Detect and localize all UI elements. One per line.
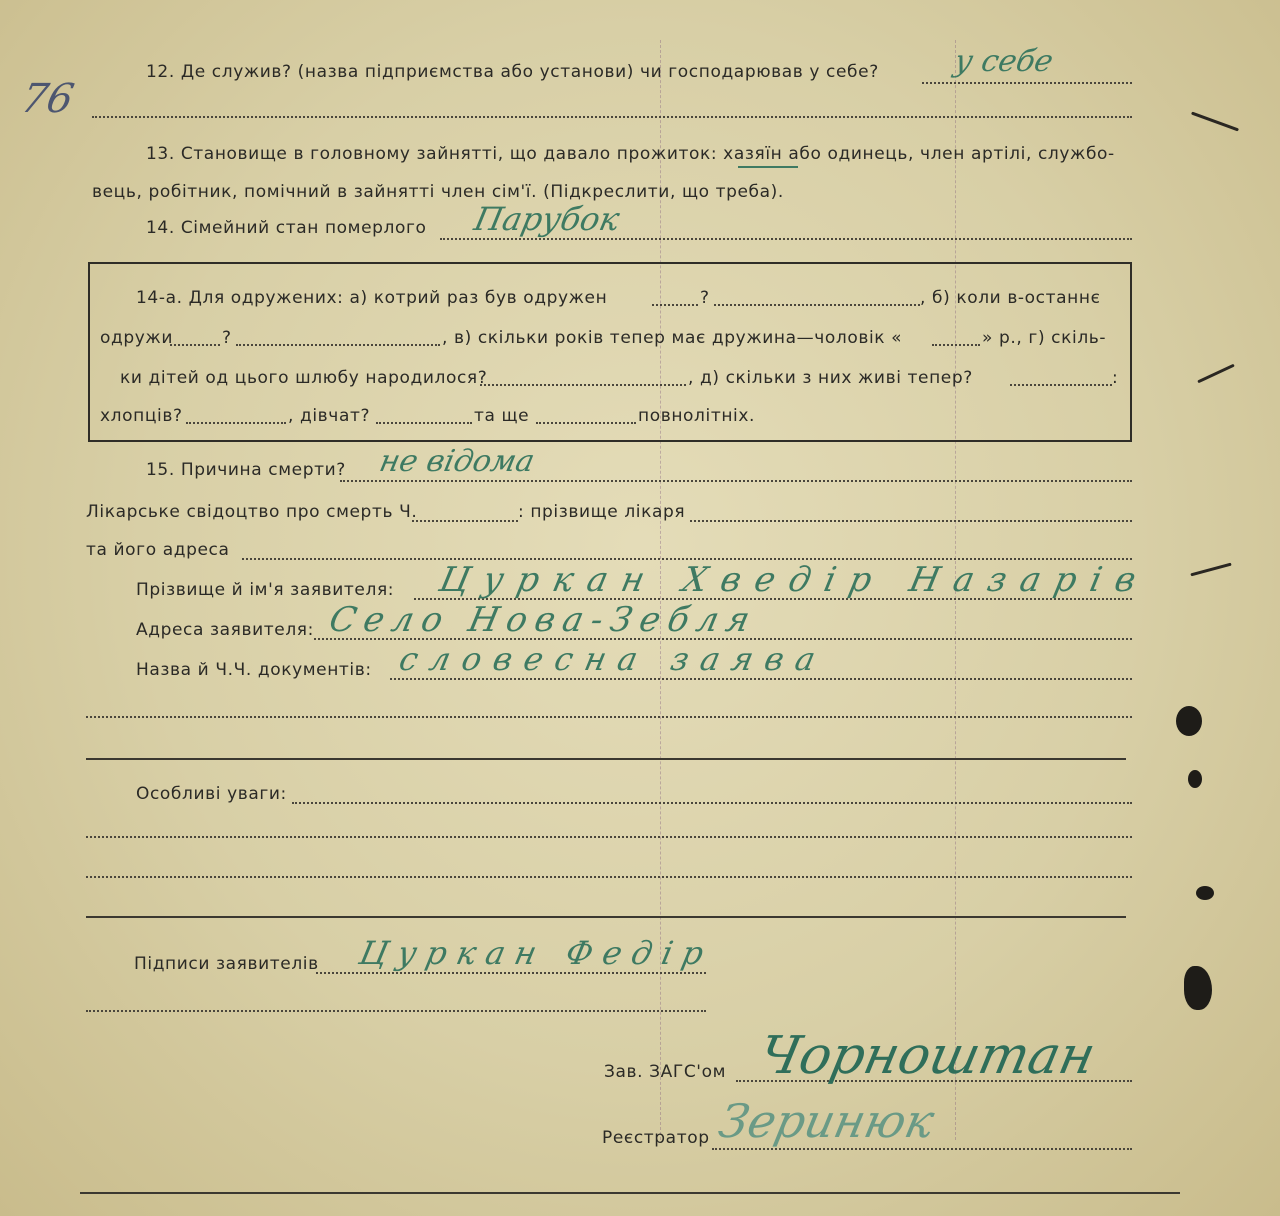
notes-line [86, 836, 1132, 838]
applicant-name-value: Цуркан Хведір Назарів [435, 560, 1154, 600]
medical-label-3: та його адреса [86, 540, 230, 560]
item12-continuation-line [92, 116, 1132, 118]
item14a-line1a: 14-а. Для одружених: а) котрий раз був одружен [136, 288, 608, 308]
item14a-field [536, 422, 636, 424]
applicant-address-label: Адреса заявителя: [136, 620, 314, 640]
item14a-line3b: , д) скільки з них живі тепер? [688, 368, 973, 388]
applicant-signature-label: Підписи заявителів [134, 954, 319, 974]
item14a-field [376, 422, 472, 424]
item12-answer: у себе [951, 44, 1057, 79]
item14a-line3c: : [1112, 368, 1119, 388]
item14-label: 14. Сімейний стан померлого [146, 218, 427, 238]
punch-hole [1184, 966, 1212, 1010]
item12-answer-line [922, 82, 1132, 84]
item14a-line4c: та ще [474, 406, 530, 426]
punch-hole [1188, 770, 1202, 788]
head-signature: Чорноштан [753, 1026, 1101, 1086]
item14a-field [170, 344, 220, 346]
punch-hole [1196, 886, 1214, 900]
item14a-field [652, 304, 698, 306]
edge-damage [1191, 112, 1239, 132]
edge-damage [1190, 563, 1231, 577]
documents-continuation-line [86, 716, 1132, 718]
married-info-box [88, 262, 1132, 442]
notes-line [292, 802, 1132, 804]
item14a-field [480, 384, 686, 386]
applicant-address-value: Село Нова-Зебля [325, 600, 762, 640]
item14a-field [932, 344, 980, 346]
item14-answer-line [440, 238, 1132, 240]
item14a-field [1010, 384, 1112, 386]
item14a-line4d: повнолітніх. [638, 406, 756, 426]
item14a-field [236, 344, 440, 346]
registrar-signature: Зеринюк [714, 1094, 939, 1148]
item14a-line2d: » р., г) скіль- [982, 328, 1107, 348]
documents-line [390, 678, 1132, 680]
item13-underline-mark [738, 166, 798, 168]
item14-answer: Парубок [470, 200, 623, 238]
documents-value: словесна заява [395, 640, 831, 678]
item13-line2: вець, робітник, помічний в зайнятті член сім'ї. (Підкреслити, що треба). [92, 182, 784, 202]
item14a-line3a: ки дітей од цього шлюбу народилося? [120, 368, 488, 388]
notes-line [86, 876, 1132, 878]
item14a-line1b: ? [700, 288, 710, 308]
documents-label: Назва й Ч.Ч. документів: [136, 660, 372, 680]
item14a-line4a: хлопців? [100, 406, 183, 426]
head-signature-label: Зав. ЗАГС'ом [604, 1062, 727, 1082]
registrar-signature-label: Реєстратор [602, 1128, 710, 1148]
edge-damage [1197, 364, 1235, 384]
applicant-name-label: Прізвище й ім'я заявителя: [136, 580, 395, 600]
item13-line1: 13. Становище в головному зайнятті, що давало прожиток: хазяїн або одинець, член артілі, службо- [146, 144, 1115, 164]
item14a-line4b: , дівчат? [288, 406, 371, 426]
section-rule [86, 916, 1126, 918]
item14a-line2c: , в) скільки років тепер має дружина—чоловік « [442, 328, 903, 348]
item15-label: 15. Причина смерти? [146, 460, 346, 480]
registrar-signature-line [712, 1148, 1132, 1150]
medical-label-2: : прізвище лікаря [518, 502, 686, 522]
item14a-field [714, 304, 920, 306]
applicant-signature: Цуркан Федір [355, 934, 717, 972]
page-number: 76 [17, 76, 78, 122]
applicant-signature-line-2 [86, 1010, 706, 1012]
applicant-signature-line [316, 972, 706, 974]
medical-label-1: Лікарське свідоцтво про смерть Ч. [86, 502, 418, 522]
section-rule [86, 758, 1126, 760]
item15-answer-line [340, 480, 1132, 482]
medical-number-line [412, 520, 518, 522]
punch-hole [1176, 706, 1202, 736]
item15-answer: не відома [376, 444, 538, 479]
item14a-field [186, 422, 286, 424]
doctor-name-line [690, 520, 1132, 522]
item14a-line2a: одружи [100, 328, 173, 348]
bottom-rule [80, 1192, 1180, 1194]
item14a-line1c: , б) коли в-останнє [920, 288, 1101, 308]
item14a-line2b: ? [222, 328, 232, 348]
notes-label: Особливі уваги: [136, 784, 287, 804]
item12-label: 12. Де служив? (назва підприємства або установи) чи господарював у себе? [146, 62, 879, 82]
